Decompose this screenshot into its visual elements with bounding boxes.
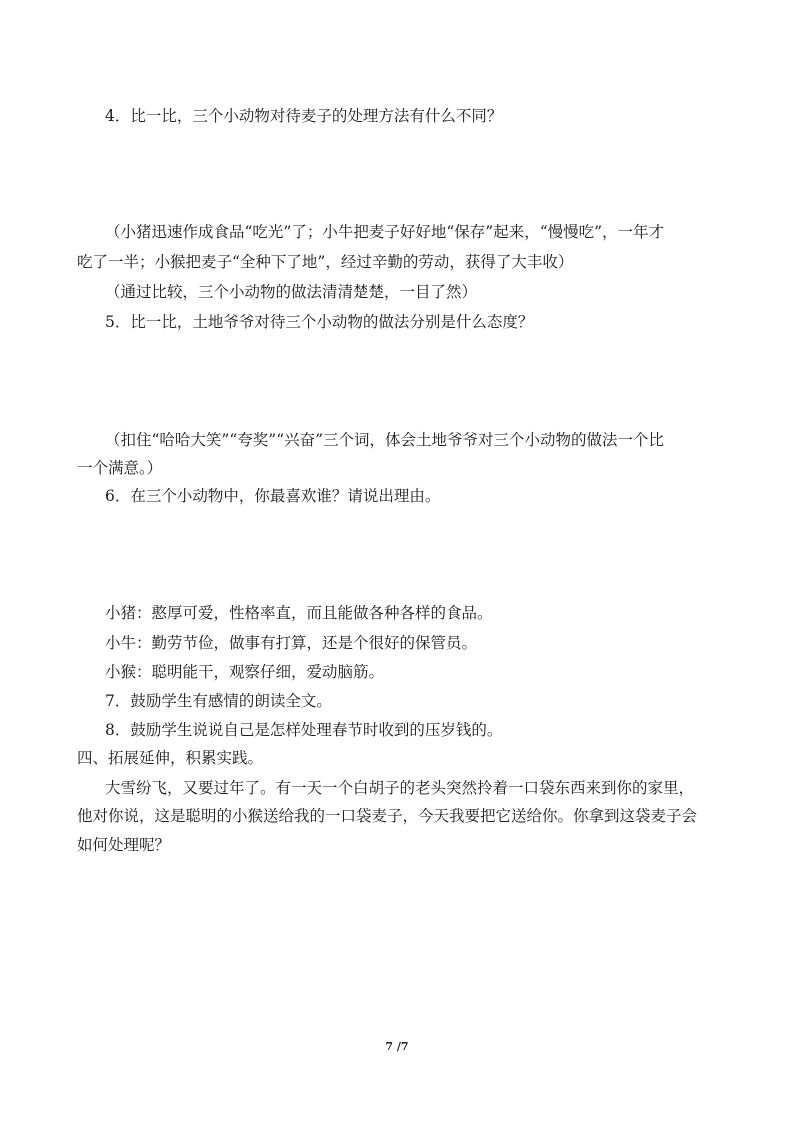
paragraph-4-line-2: 他对你说，这是聪明的小猴送给我的一口袋麦子，今天我要把它送给你。你拿到这袋麦子会: [77, 807, 698, 825]
answer-4-line-2: 吃了一半；小猴把麦子“全种下了地”，经过辛勤的劳动，获得了大丰收）: [77, 253, 574, 271]
answer-4-line-1: （小猪迅速作成食品“吃光”了；小牛把麦子好好地“保存”起来，“慢慢吃”，一年才: [105, 223, 665, 241]
answer-6-monkey: 小猴：聪明能干，观察仔细，爱动脑筋。: [105, 663, 385, 681]
answer-5-line-2: 一个满意。）: [77, 459, 163, 477]
section-4-heading: 四、拓展延伸，积累实践。: [77, 749, 264, 767]
question-7: 7．鼓励学生有感情的朗读全文。: [105, 692, 332, 710]
question-5: 5．比一比，土地爷爷对待三个小动物的做法分别是什么态度？: [105, 313, 534, 331]
question-4: 4．比一比，三个小动物对待麦子的处理方法有什么不同？: [105, 107, 503, 125]
question-6: 6．在三个小动物中，你最喜欢谁？请说出理由。: [105, 487, 441, 505]
page-number: 7 /7: [385, 1040, 409, 1053]
answer-5-line-1: （扣住“哈哈大笑”“夸奖”“兴奋”三个词，体会土地爷爷对三个小动物的做法一个比: [105, 431, 665, 449]
answer-6-pig: 小猪：憨厚可爱，性格率直，而且能做各种各样的食品。: [105, 604, 493, 622]
paragraph-4-line-1: 大雪纷飞，又要过年了。有一天一个白胡子的老头突然拎着一口袋东西来到你的家里，: [105, 779, 695, 797]
question-8: 8．鼓励学生说说自己是怎样处理春节时收到的压岁钱的。: [105, 721, 503, 739]
paragraph-4-line-3: 如何处理呢？: [77, 836, 171, 854]
answer-4-note: （通过比较，三个小动物的做法清清楚楚，一目了然）: [105, 283, 478, 301]
answer-6-cow: 小牛：勤劳节俭，做事有打算，还是个很好的保管员。: [105, 634, 478, 652]
